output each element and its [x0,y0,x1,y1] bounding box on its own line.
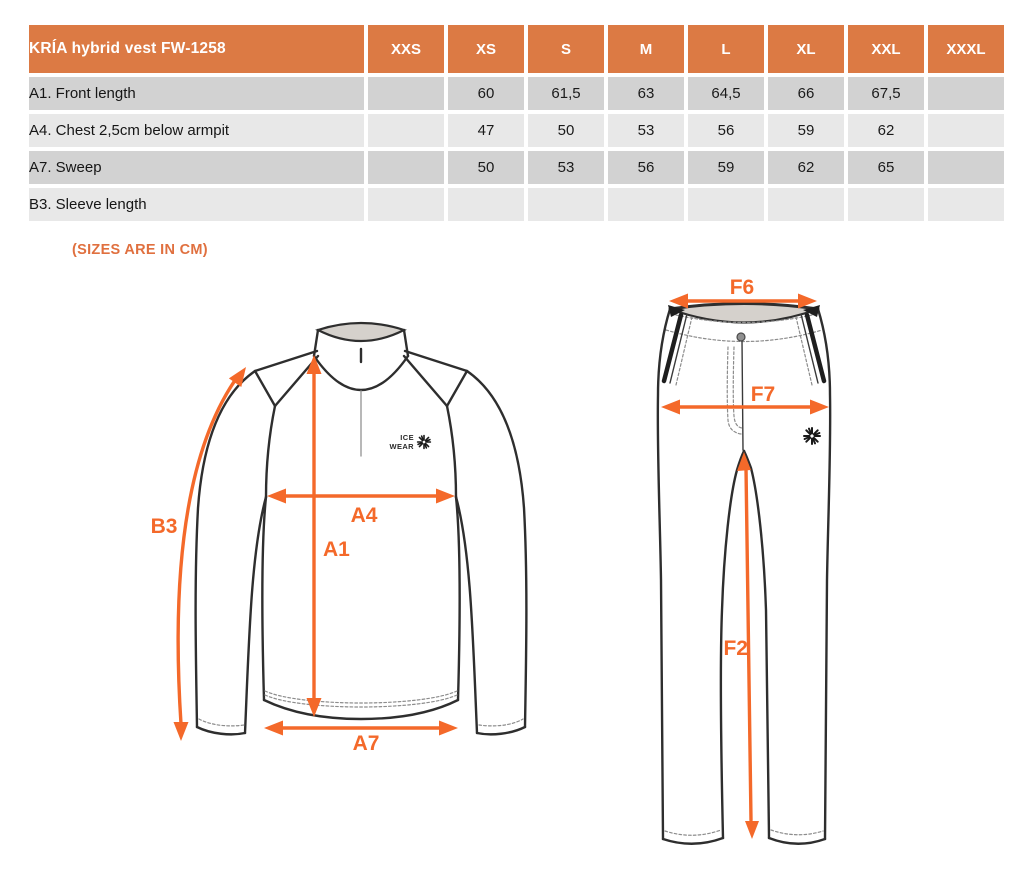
size-header-xxs: XXS [368,25,444,73]
table-row [29,188,1004,221]
value-cell: 47 [448,114,524,147]
value-cell [528,188,604,221]
a7-arrow [264,721,458,756]
value-cell: 56 [608,151,684,184]
value-cell: 64,5 [688,77,764,110]
value-cell: 61,5 [528,77,604,110]
value-cell [368,188,444,221]
measurement-diagrams [0,265,1034,890]
value-cell: 62 [768,151,844,184]
value-cell: 59 [688,151,764,184]
measure-label-f2: F2 [723,637,748,660]
logo-text-line2: WEAR [389,442,414,451]
size-header-xl: XL [768,25,844,73]
a1-arrow [307,355,351,717]
measure-label-f6: F6 [729,276,755,299]
measure-label-f7: F7 [750,383,776,406]
value-cell: 50 [448,151,524,184]
measure-label-a4: A4 [350,504,378,527]
table-row [29,151,1004,184]
value-cell: 60 [448,77,524,110]
waist-button [737,333,745,341]
measure-label-a1: A1 [323,538,350,561]
table-row [29,114,1004,147]
logo-text-line1: ICE [400,433,414,442]
row-label: A4. Chest 2,5cm below armpit [29,114,364,147]
f7-arrow [661,383,829,415]
value-cell: 66 [768,77,844,110]
value-cell: 53 [608,114,684,147]
size-header-xxxl: XXXL [928,25,1004,73]
value-cell [928,114,1004,147]
value-cell [928,188,1004,221]
row-label: A1. Front length [29,77,364,110]
value-cell [768,188,844,221]
value-cell: 56 [688,114,764,147]
value-cell: 59 [768,114,844,147]
value-cell: 63 [608,77,684,110]
size-header-xxl: XXL [848,25,924,73]
size-header-l: L [688,25,764,73]
value-cell [368,77,444,110]
b3-arrow [151,367,246,741]
sizes-note: (SIZES ARE IN CM) [72,242,208,258]
value-cell: 67,5 [848,77,924,110]
value-cell: 65 [848,151,924,184]
row-label: A7. Sweep [29,151,364,184]
measure-label-a7: A7 [352,732,380,755]
collar-opening [318,323,404,341]
table-header-row [29,25,1004,73]
pants-diagram [658,276,830,844]
value-cell [688,188,764,221]
size-chart-table [25,21,1008,225]
value-cell [448,188,524,221]
size-header-xs: XS [448,25,524,73]
value-cell [928,151,1004,184]
value-cell [848,188,924,221]
value-cell [608,188,684,221]
table-row [29,77,1004,110]
a4-arrow [267,489,455,528]
measure-label-b3: B3 [150,515,178,538]
row-label: B3. Sleeve length [29,188,364,221]
product-title: KRÍA hybrid vest FW-1258 [29,25,364,73]
snowflake-icon [418,436,431,449]
value-cell [368,151,444,184]
top-garment-diagram [151,323,527,755]
size-header-s: S [528,25,604,73]
brand-logo [389,433,430,451]
size-header-m: M [608,25,684,73]
value-cell: 53 [528,151,604,184]
value-cell: 50 [528,114,604,147]
value-cell [368,114,444,147]
value-cell: 62 [848,114,924,147]
value-cell [928,77,1004,110]
snowflake-icon [804,428,820,444]
